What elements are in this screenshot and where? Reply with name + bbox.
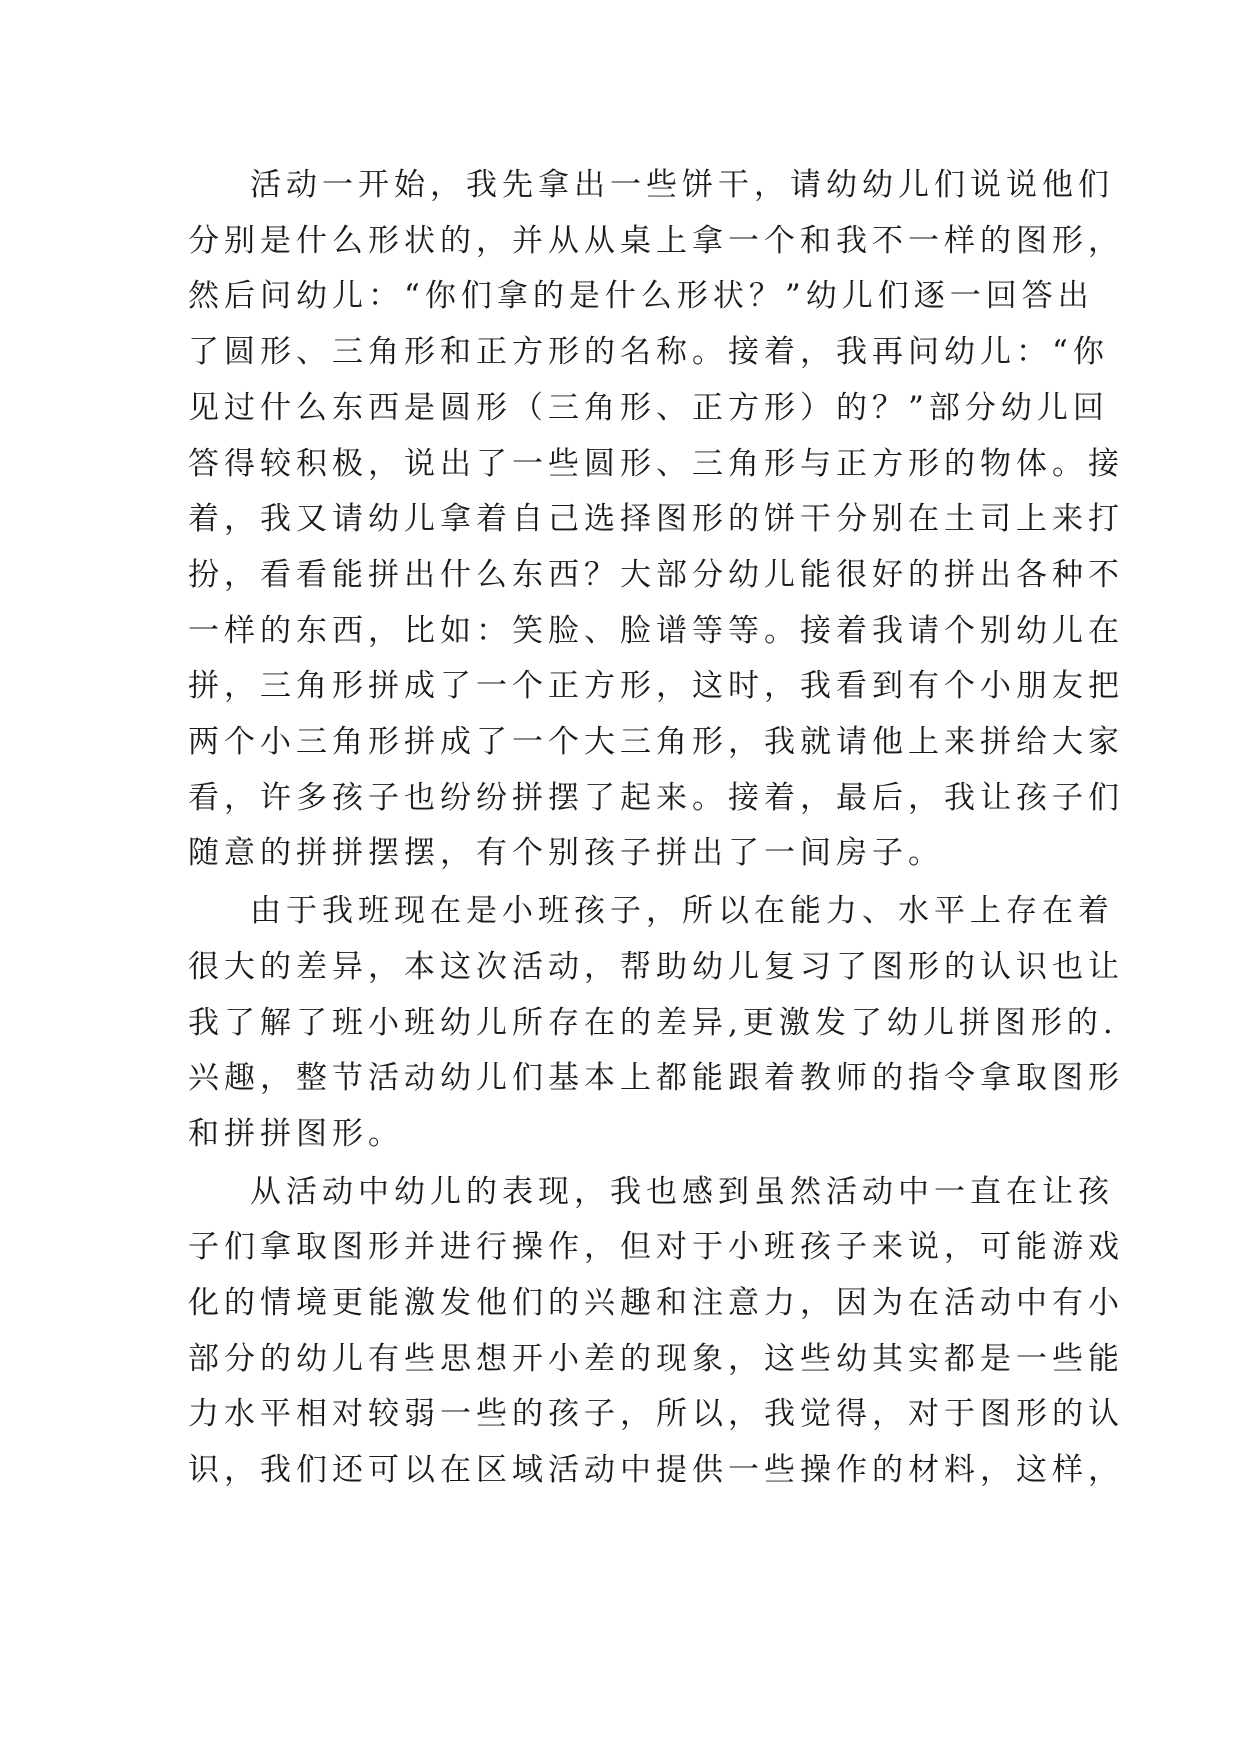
- text-line: 答得较积极，说出了一些圆形、三角形与正方形的物体。接: [188, 445, 1124, 482]
- text-line: 子们拿取图形并进行操作，但对于小班孩子来说，可能游戏: [188, 1229, 1124, 1266]
- text-line: 从活动中幼儿的表现，我也感到虽然活动中一直在让孩: [250, 1173, 1114, 1210]
- text-line: 部分的幼儿有些思想开小差的现象，这些幼其实都是一些能: [188, 1340, 1124, 1377]
- text-line: 两个小三角形拼成了一个大三角形，我就请他上来拼给大家: [188, 724, 1124, 761]
- text-line: 看，许多孩子也纷纷拼摆了起来。接着，最后，我让孩子们: [188, 779, 1124, 816]
- paragraph: [188, 884, 1124, 1163]
- text-line: 由于我班现在是小班孩子，所以在能力、水平上存在着: [250, 893, 1114, 930]
- text-line: 很大的差异，本这次活动，帮助幼儿复习了图形的认识也让: [188, 948, 1124, 985]
- paragraph: [188, 158, 1124, 882]
- text-line: 和拼拼图形。: [188, 1115, 404, 1152]
- text-line: 力水平相对较弱一些的孩子，所以，我觉得，对于图形的认: [188, 1396, 1124, 1433]
- text-line: 随意的拼拼摆摆，有个别孩子拼出了一间房子。: [188, 835, 944, 872]
- text-line: 识，我们还可以在区域活动中提供一些操作的材料，这样，: [188, 1452, 1124, 1489]
- text-line: 见过什么东西是圆形（三角形、正方形）的？”部分幼儿回: [188, 389, 1109, 426]
- text-line: 扮，看看能拼出什么东西？大部分幼儿能很好的拼出各种不: [188, 556, 1124, 593]
- document-body: [188, 158, 1124, 1499]
- text-line: 我了解了班小班幼儿所存在的差异,更激发了幼儿拼图形的.: [188, 1004, 1118, 1041]
- text-line: 了圆形、三角形和正方形的名称。接着，我再问幼儿：“你: [188, 334, 1109, 371]
- text-line: 分别是什么形状的，并从从桌上拿一个和我不一样的图形，: [188, 222, 1124, 259]
- text-line: 拼，三角形拼成了一个正方形，这时，我看到有个小朋友把: [188, 668, 1124, 705]
- paragraph: [188, 1165, 1124, 1499]
- text-line: 活动一开始，我先拿出一些饼干，请幼幼儿们说说他们: [250, 167, 1114, 203]
- text-line: 然后问幼儿：“你们拿的是什么形状？”幼儿们逐一回答出: [188, 278, 1094, 315]
- text-line: 化的情境更能激发他们的兴趣和注意力，因为在活动中有小: [188, 1285, 1124, 1322]
- text-line: 兴趣，整节活动幼儿们基本上都能跟着教师的指令拿取图形: [188, 1060, 1124, 1097]
- text-line: 着，我又请幼儿拿着自己选择图形的饼干分别在土司上来打: [188, 501, 1124, 538]
- text-line: 一样的东西，比如：笑脸、脸谱等等。接着我请个别幼儿在: [188, 612, 1124, 649]
